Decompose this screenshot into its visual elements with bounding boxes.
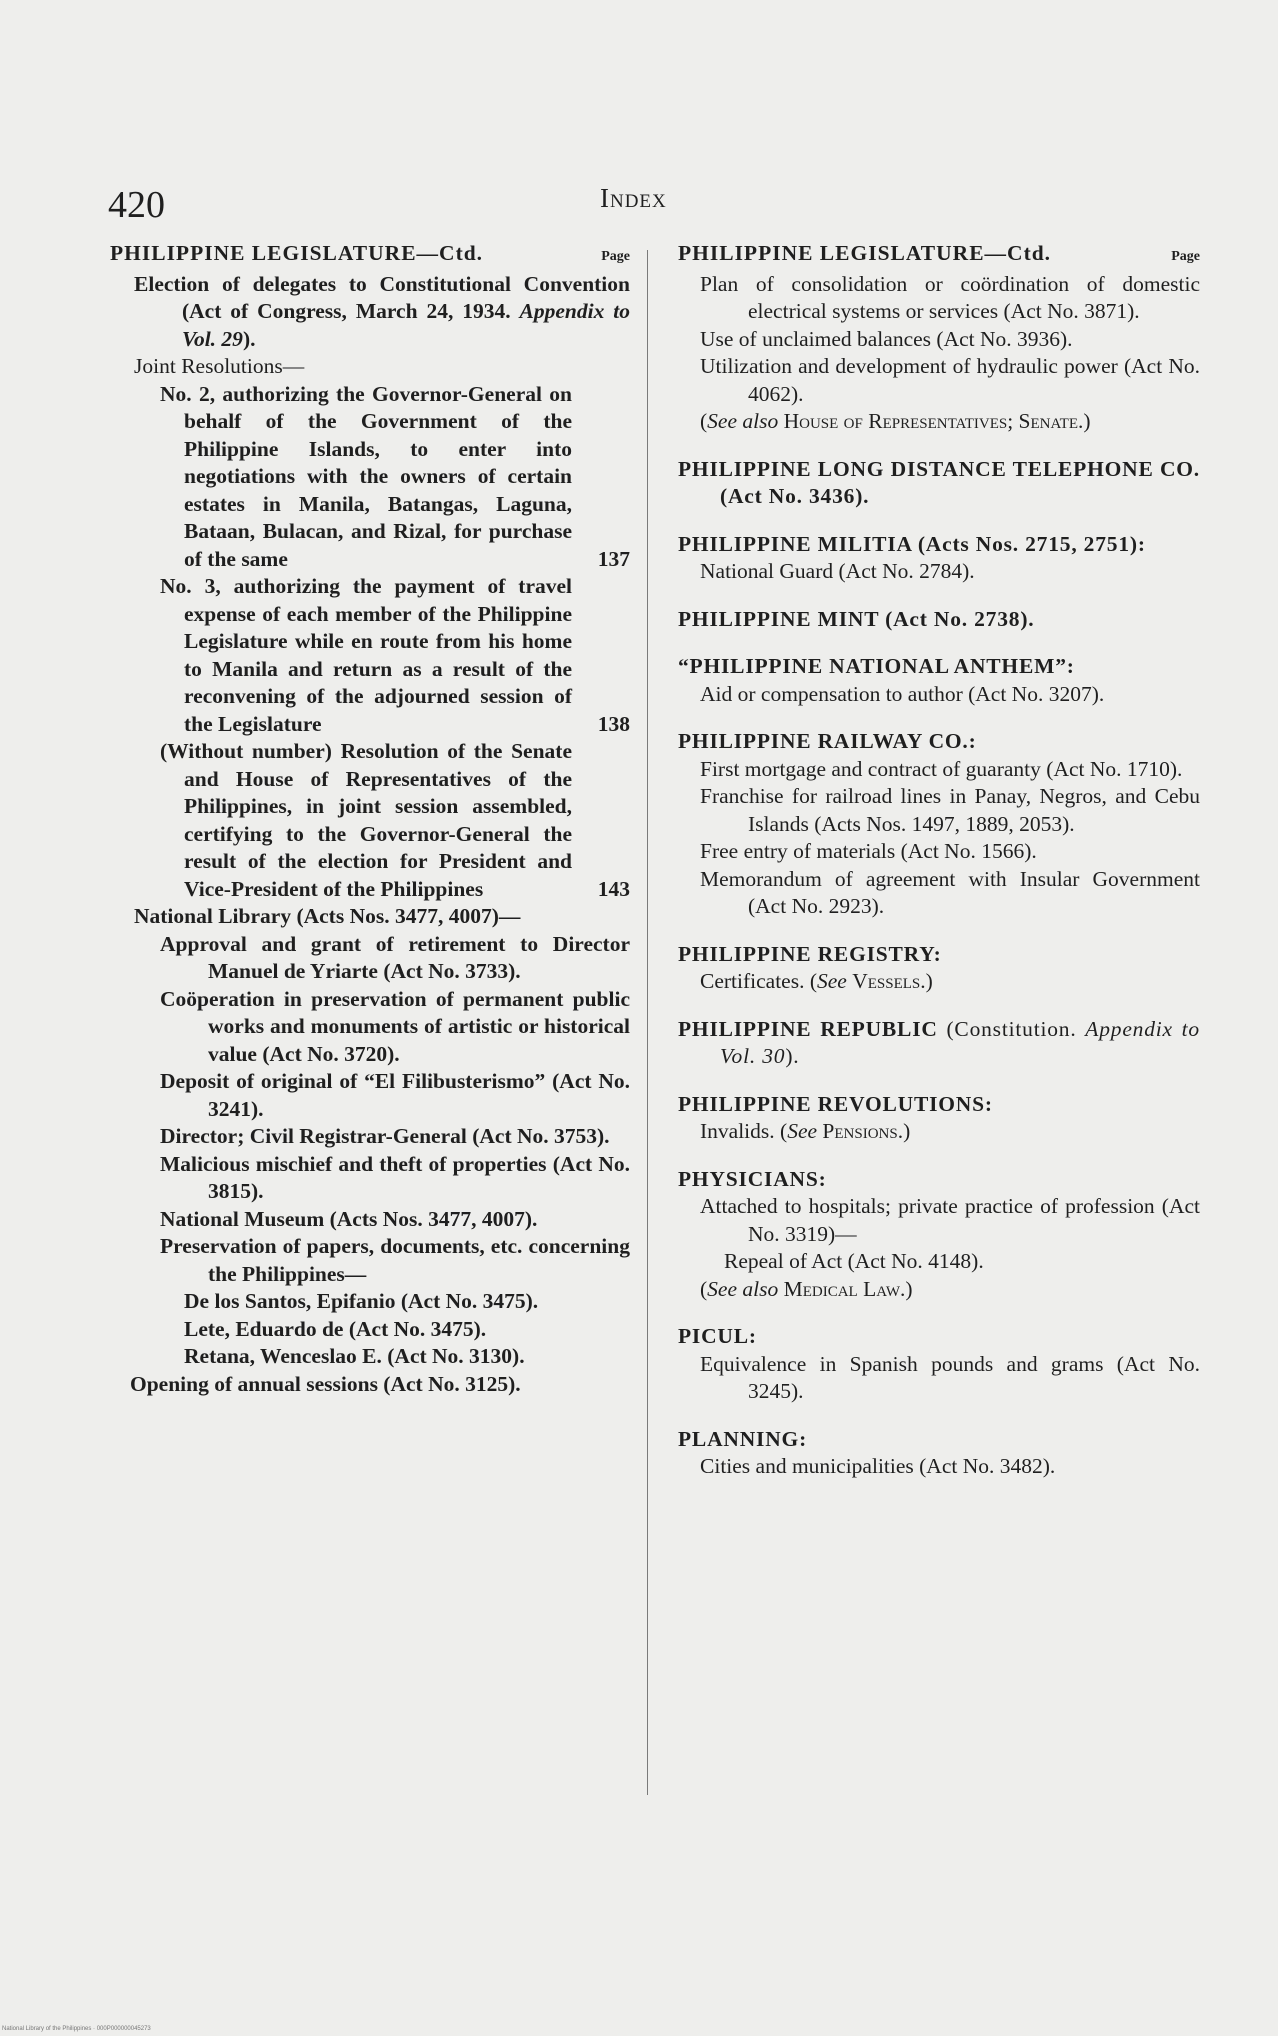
entry-mint — [678, 606, 1200, 634]
entry-jr-without-page: 143 — [597, 876, 630, 901]
militia-acts: (Acts Nos. 2715, 2751): — [917, 531, 1146, 556]
long-distance-heading: PHILIPPINE LONG DISTANCE TELEPHONE CO. — [678, 456, 1200, 481]
see-also-ref: House of Representatives; Senate. — [783, 409, 1084, 433]
entry-long-distance — [678, 456, 1200, 511]
entry-registry: PHILIPPINE REGISTRY: — [678, 941, 942, 966]
revolutions-see: See — [787, 1119, 818, 1143]
list-item: Utilization and development of hydraulic power (Act No. 4062). — [700, 354, 1200, 406]
entry-election — [134, 271, 630, 354]
list-item: Director; Civil Registrar-General (Act No. 3753). — [160, 1124, 610, 1148]
revolutions-item-text: Invalids. — [700, 1119, 775, 1143]
registry-see: See — [817, 969, 847, 993]
entry-registry-item: Certificates. (See Vessels.) — [700, 969, 933, 993]
list-item: Preservation of papers, documents, etc. concerning the Philippines— — [160, 1234, 630, 1286]
entry-republic — [678, 1016, 1200, 1071]
registry-ref: Vessels. — [852, 969, 926, 993]
entry-picul: PICUL: — [678, 1324, 757, 1348]
see-also-close: ) — [1083, 409, 1091, 433]
page-number: 420 — [108, 184, 165, 226]
entry-election-text: Election of delegates to Constitutional Convention (Act of Congress, March 24, 1934. — [134, 271, 630, 323]
republic-close: ). — [785, 1044, 800, 1068]
left-heading: PHILIPPINE LEGISLATURE—Ctd. — [110, 241, 484, 265]
list-item: Lete, Eduardo de (Act No. 3475). — [184, 1316, 487, 1341]
entry-joint-resolutions: Joint Resolutions— — [134, 354, 305, 378]
running-head: Index — [600, 183, 667, 213]
left-column — [110, 240, 630, 1398]
entry-jr3 — [160, 573, 630, 738]
entry-jr3-text: No. 3, authorizing the payment of travel expense of each member of the Philippine Legislature while en route from his home to Manila and return as a result of the reconvening of the adjourned session of the Legislature — [160, 574, 572, 736]
list-item: Aid or compensation to author (Act No. 3207). — [700, 681, 1105, 706]
see-also-label: See also — [707, 409, 779, 433]
entry-physicians: PHYSICIANS: — [678, 1166, 827, 1191]
entry-revolutions-item: Invalids. (See Pensions.) — [700, 1119, 911, 1143]
entry-physicians-see-also: (See also Medical Law.) — [700, 1276, 913, 1301]
page-footer: National Library of the Philippines · 000P000000045273 — [2, 2026, 151, 2032]
list-item: Coöperation in preservation of permanent public works and monuments of artistic or historical value (Act No. 3720). — [160, 986, 630, 1066]
militia-heading: PHILIPPINE MILITIA — [678, 531, 912, 556]
entry-militia — [678, 531, 1200, 559]
list-item: First mortgage and contract of guaranty (Act No. 1710). — [700, 756, 1183, 781]
republic-appendix: Appendix to Vol. 30 — [720, 1016, 1200, 1068]
column-divider — [647, 250, 648, 1795]
list-item: National Museum (Acts Nos. 3477, 4007). — [160, 1206, 538, 1231]
right-column — [678, 240, 1200, 1481]
list-item: Franchise for railroad lines in Panay, Negros, and Cebu Islands (Acts Nos. 1497, 1889, 2053). — [700, 784, 1200, 836]
list-item: National Guard (Act No. 2784). — [700, 559, 975, 583]
entry-jr-without-text: (Without number) Resolution of the Senate and House of Representatives of the Philippines, in joint session assembled, certifying to the Governor-General the result of the election for President and Vice-President of the Philippines — [160, 739, 572, 901]
list-item: Cities and municipalities (Act No. 3482). — [700, 1454, 1056, 1478]
registry-item-text: Certificates. — [700, 969, 805, 993]
entry-jr2 — [160, 381, 630, 574]
physicians-see: See also — [707, 1276, 779, 1301]
physicians-ref: Medical Law. — [783, 1276, 906, 1301]
list-item: Repeal of Act (Act No. 4148). — [724, 1249, 984, 1273]
list-item: Memorandum of agreement with Insular Government (Act No. 2923). — [700, 866, 1200, 918]
right-page-label: Page — [1171, 249, 1200, 264]
list-item: Retana, Wenceslao E. (Act No. 3130). — [184, 1344, 525, 1368]
entry-national-library: National Library (Acts Nos. 3477, 4007)— — [134, 904, 521, 928]
list-item: Approval and grant of retirement to Director Manuel de Yriarte (Act No. 3733). — [160, 931, 630, 983]
mint-act: (Act No. 2738). — [885, 606, 1035, 631]
list-item: Deposit of original of “El Filibusterismo” (Act No. 3241). — [160, 1069, 630, 1121]
entry-see-also-house — [700, 408, 1200, 436]
mint-heading: PHILIPPINE MINT — [678, 606, 879, 631]
list-item: Attached to hospitals; private practice of profession (Act No. 3319)— — [700, 1194, 1200, 1246]
entry-railway: PHILIPPINE RAILWAY CO.: — [678, 729, 977, 753]
entry-planning: PLANNING: — [678, 1426, 808, 1451]
entry-revolutions: PHILIPPINE REVOLUTIONS: — [678, 1091, 993, 1116]
list-item: Malicious mischief and theft of properties (Act No. 3815). — [160, 1151, 630, 1203]
entry-jr2-text: No. 2, authorizing the Governor-General on behalf of the Government of the Philippine Islands, to enter into negotiations with the owners of certain estates in Manila, Batangas, Laguna, Bataan, Bulacan, and Rizal, for purchase of the same — [160, 381, 572, 571]
entry-jr3-page: 138 — [597, 711, 630, 736]
list-item: Use of unclaimed balances (Act No. 3936). — [700, 326, 1073, 351]
entry-jr2-page: 137 — [597, 546, 630, 571]
entry-election-close: ). — [242, 326, 256, 351]
entry-opening-sessions: Opening of annual sessions (Act No. 3125). — [130, 1371, 521, 1396]
entry-anthem: “PHILIPPINE NATIONAL ANTHEM”: — [678, 654, 1075, 678]
revolutions-ref: Pensions. — [822, 1119, 904, 1143]
long-distance-act: (Act No. 3436). — [720, 484, 870, 508]
left-page-label: Page — [601, 249, 630, 264]
list-item: Plan of consolidation or coördination of domestic electrical systems or services (Act No. 3871). — [700, 271, 1200, 323]
republic-note: (Constitution. — [946, 1016, 1077, 1041]
left-column-heading — [110, 240, 630, 271]
entry-jr-without-number — [160, 738, 630, 903]
see-also-open: ( — [700, 409, 708, 433]
list-item: Equivalence in Spanish pounds and grams (Act No. 3245). — [700, 1351, 1200, 1403]
right-heading: PHILIPPINE LEGISLATURE—Ctd. — [678, 241, 1052, 265]
republic-heading: PHILIPPINE REPUBLIC — [678, 1016, 938, 1041]
right-column-heading — [678, 240, 1200, 271]
entry-election-appendix: Appendix to Vol. 29 — [182, 299, 630, 351]
list-item: Free entry of materials (Act No. 1566). — [700, 839, 1037, 863]
list-item: De los Santos, Epifanio (Act No. 3475). — [184, 1289, 539, 1313]
